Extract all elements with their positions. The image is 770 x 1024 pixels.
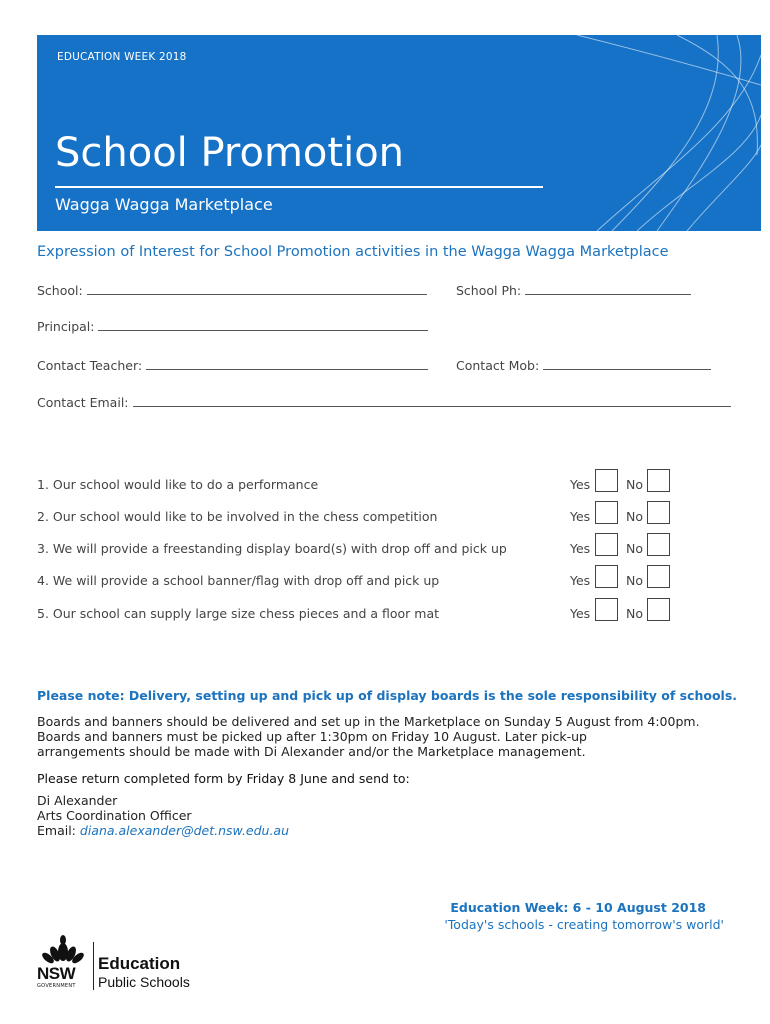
education-week-dates: Education Week: 6 - 10 August 2018 bbox=[450, 900, 706, 915]
contact-mob-field[interactable] bbox=[456, 358, 711, 373]
no-checkbox[interactable] bbox=[647, 598, 670, 621]
question-text: 1. Our school would like to do a performance bbox=[37, 477, 319, 492]
question-row bbox=[37, 598, 717, 624]
contact-email-label: Contact Email: bbox=[37, 395, 129, 410]
question-text: 3. We will provide a freestanding display board(s) with drop off and pick up bbox=[37, 541, 507, 556]
title-divider bbox=[55, 186, 543, 188]
no-checkbox[interactable] bbox=[647, 533, 670, 556]
no-label: No bbox=[626, 541, 643, 556]
yes-checkbox[interactable] bbox=[595, 469, 618, 492]
yes-checkbox[interactable] bbox=[595, 501, 618, 524]
government-wordmark: GOVERNMENT bbox=[37, 983, 76, 989]
question-row bbox=[37, 533, 717, 559]
no-checkbox[interactable] bbox=[647, 469, 670, 492]
contact-teacher-line[interactable] bbox=[146, 359, 428, 370]
no-checkbox[interactable] bbox=[647, 565, 670, 588]
nsw-wordmark: NSW bbox=[37, 964, 76, 983]
no-label: No bbox=[626, 573, 643, 588]
email-link[interactable]: diana.alexander@det.nsw.edu.au bbox=[79, 823, 290, 838]
kicker: EDUCATION WEEK 2018 bbox=[57, 51, 187, 63]
yes-checkbox[interactable] bbox=[595, 598, 618, 621]
delivery-note: Please note: Delivery, setting up and pick up of display boards is the sole responsibility of schools. bbox=[37, 688, 738, 703]
question-text: 5. Our school can supply large size chess pieces and a floor mat bbox=[37, 606, 440, 621]
education-wordmark: Education bbox=[98, 954, 181, 973]
paragraph-line: Boards and banners should be delivered and set up in the Marketplace on Sunday 5 August from 4:00pm. bbox=[37, 714, 700, 729]
yes-checkbox[interactable] bbox=[595, 565, 618, 588]
form-heading: Expression of Interest for School Promotion activities in the Wagga Wagga Marketplace bbox=[37, 244, 669, 260]
school-ph-label: School Ph: bbox=[456, 283, 522, 298]
contact-name: Di Alexander bbox=[37, 793, 118, 808]
school-ph-field[interactable] bbox=[456, 283, 691, 298]
yes-label: Yes bbox=[570, 606, 591, 621]
waratah-icon bbox=[39, 934, 87, 966]
contact-mob-line[interactable] bbox=[543, 359, 711, 370]
email-label: Email: bbox=[37, 823, 76, 838]
paragraph-line: arrangements should be made with Di Alexander and/or the Marketplace management. bbox=[37, 744, 586, 759]
no-checkbox[interactable] bbox=[647, 501, 670, 524]
question-row bbox=[37, 565, 717, 591]
question-row bbox=[37, 501, 717, 527]
logo-divider bbox=[93, 942, 94, 990]
principal-field[interactable] bbox=[37, 319, 428, 334]
no-label: No bbox=[626, 509, 643, 524]
yes-label: Yes bbox=[570, 573, 591, 588]
question-text: 4. We will provide a school banner/flag with drop off and pick up bbox=[37, 573, 440, 588]
yes-label: Yes bbox=[570, 477, 591, 492]
yes-checkbox[interactable] bbox=[595, 533, 618, 556]
nsw-education-logo bbox=[37, 934, 237, 994]
contact-role: Arts Coordination Officer bbox=[37, 808, 192, 823]
contact-teacher-label: Contact Teacher: bbox=[37, 358, 143, 373]
question-row bbox=[37, 469, 717, 495]
contact-email-row bbox=[37, 823, 289, 838]
contact-block bbox=[37, 793, 289, 838]
no-label: No bbox=[626, 477, 643, 492]
principal-line[interactable] bbox=[98, 320, 428, 331]
contact-teacher-field[interactable] bbox=[37, 358, 428, 373]
school-ph-line[interactable] bbox=[525, 284, 691, 295]
school-label: School: bbox=[37, 283, 83, 298]
public-schools-wordmark: Public Schools bbox=[98, 974, 190, 990]
return-instructions: Please return completed form by Friday 8 June and send to: bbox=[37, 771, 410, 786]
page-title: School Promotion bbox=[55, 130, 405, 176]
tagline: 'Today's schools - creating tomorrow's world' bbox=[444, 917, 724, 932]
yes-label: Yes bbox=[570, 541, 591, 556]
contact-mob-label: Contact Mob: bbox=[456, 358, 540, 373]
question-text: 2. Our school would like to be involved in the chess competition bbox=[37, 509, 438, 524]
school-line[interactable] bbox=[87, 284, 427, 295]
delivery-paragraph bbox=[37, 714, 717, 759]
page-subtitle: Wagga Wagga Marketplace bbox=[55, 195, 273, 214]
paragraph-line: Boards and banners must be picked up after 1:30pm on Friday 10 August. Later pick-up bbox=[37, 729, 587, 744]
contact-email-line[interactable] bbox=[133, 396, 731, 407]
no-label: No bbox=[626, 606, 643, 621]
yes-label: Yes bbox=[570, 509, 591, 524]
principal-label: Principal: bbox=[37, 319, 95, 334]
school-field[interactable] bbox=[37, 283, 427, 298]
header-banner bbox=[37, 35, 761, 231]
contact-email-field[interactable] bbox=[37, 395, 731, 410]
